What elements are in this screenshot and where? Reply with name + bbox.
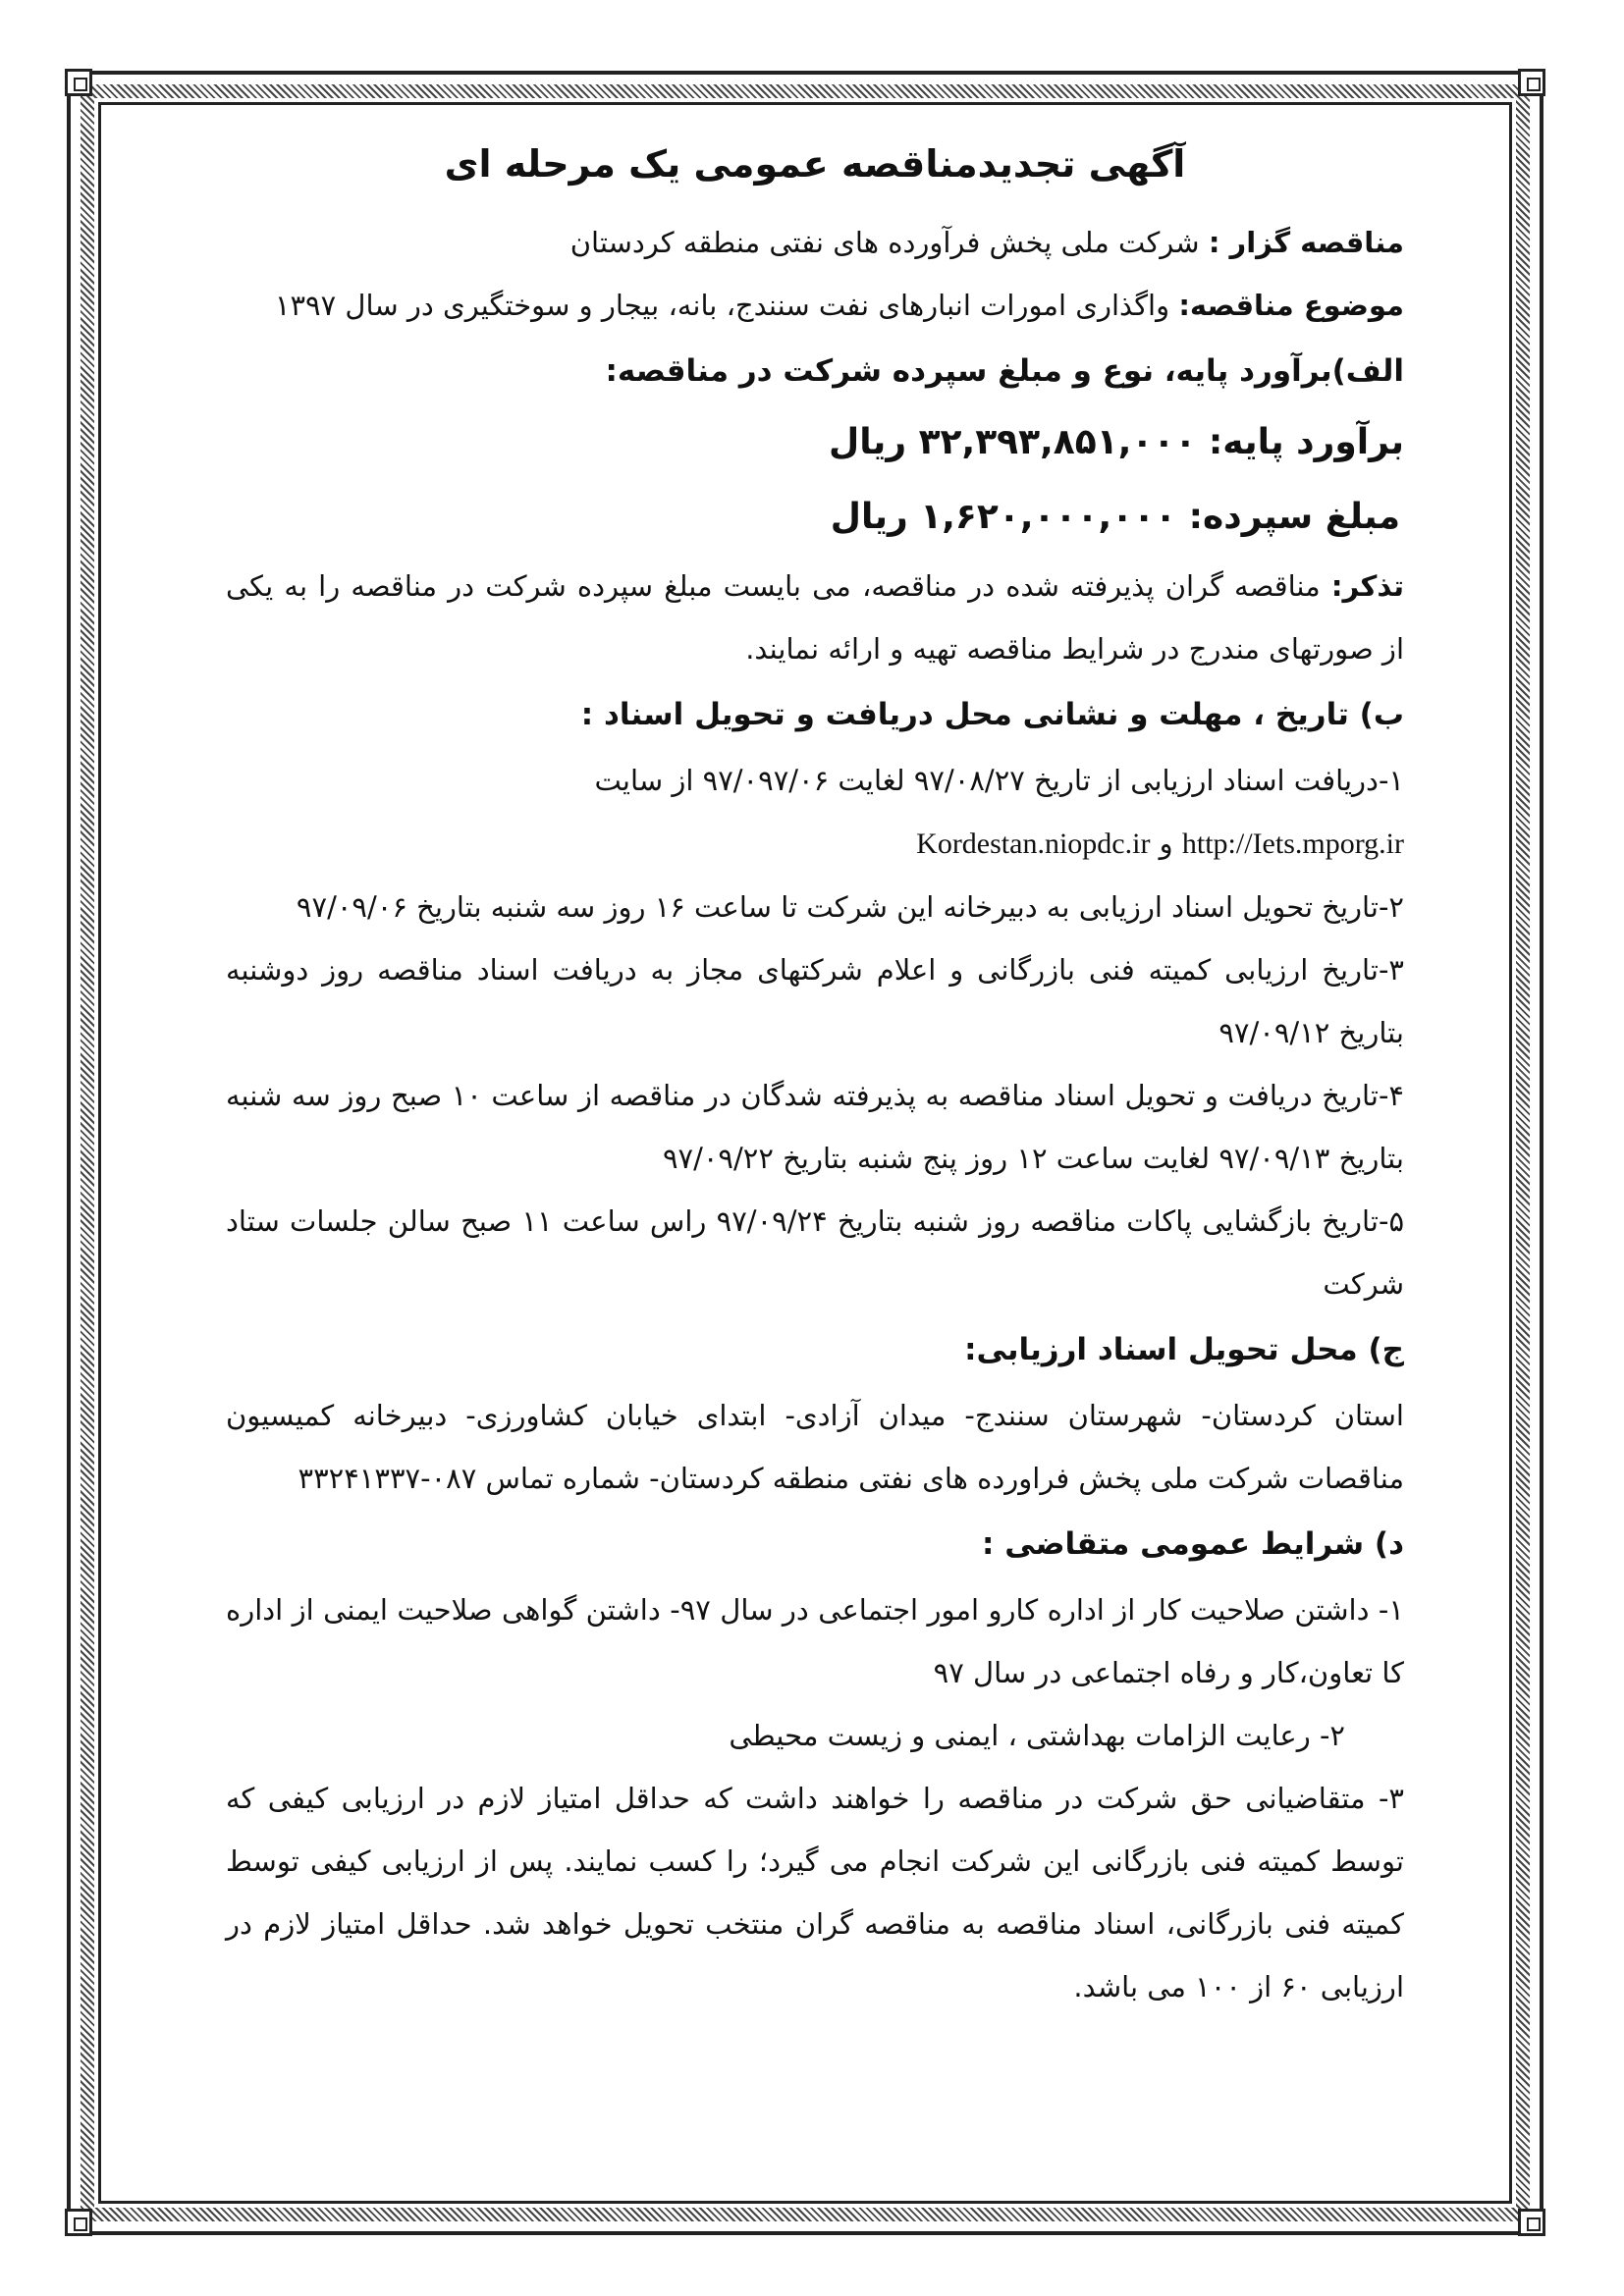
border-corner-ornament — [65, 2209, 92, 2236]
tenderer-label: مناقصه گزار : — [1208, 226, 1404, 259]
website-link-niopdc[interactable]: Kordestan.niopdc.ir — [916, 828, 1151, 860]
section-b-item-4: ۴-تاریخ دریافت و تحویل اسناد مناقصه به پذیرفته شدگان در مناقصه از ساعت ۱۰ صبح روز سه شنبه بتاریخ ۹۷/۰۹/۱۳ لغایت ساعت ۱۲ روز پنج شنبه بتاریخ ۹۷/۰۹/۲۲ — [226, 1079, 1404, 1175]
border-corner-ornament — [1518, 2209, 1545, 2236]
deposit-amount: مبلغ سپرده: ۱,۶۲۰,۰۰۰,۰۰۰ ریال — [830, 497, 1400, 537]
tenderer-value: شرکت ملی پخش فرآورده های نفتی منطقه کردستان — [569, 226, 1209, 259]
subject-label: موضوع مناقصه: — [1178, 289, 1404, 322]
item-1-text: ۱-دریافت اسناد ارزیابی از تاریخ ۹۷/۰۸/۲۷ لغایت ۹۷/۰۹۷/۰۶ از سایت — [594, 764, 1404, 797]
and-connector: و — [1150, 827, 1182, 860]
section-b-item-1 — [226, 749, 1404, 876]
note-label: تذکر: — [1330, 569, 1404, 603]
section-d-item-1: ۱- داشتن صلاحیت کار از اداره کارو امور اجتماعی در سال ۹۷- داشتن گواهی صلاحیت ایمنی از اداره کا تعاون،کار و رفاه اجتماعی در سال ۹۷ — [226, 1593, 1404, 1689]
section-d-item-2: ۲- رعایت الزامات بهداشتی ، ایمنی و زیست محیطی — [729, 1719, 1345, 1752]
website-link-iets[interactable]: http://Iets.mporg.ir — [1181, 828, 1404, 860]
border-corner-ornament — [1518, 69, 1545, 96]
subject-line — [226, 274, 1404, 337]
page-title: آگهی تجدیدمناقصه عمومی یک مرحله ای — [444, 142, 1186, 186]
tenderer-line — [226, 211, 1404, 274]
note-text: مناقصه گران پذیرفته شده در مناقصه، می بایست مبلغ سپرده شرکت در مناقصه را به یکی از صورتهای مندرج در شرایط مناقصه تهیه و ارائه نمایند. — [226, 569, 1404, 666]
delivery-address: استان کردستان- شهرستان سنندج- میدان آزادی- ابتدای خیابان کشاورزی- دبیرخانه کمیسیون مناقصات شرکت ملی پخش فراورده های نفتی منطقه کردستان- شماره تماس ۰۸۷-۳۳۲۴۱۳۳۷ — [226, 1399, 1404, 1495]
announcement-body — [226, 142, 1404, 2018]
section-d-item-3: ۳- متقاضیانی حق شرکت در مناقصه را خواهند داشت که حداقل امتیاز لازم در ارزیابی کیفی که توسط کمیته فنی بازرگانی این شرکت انجام می گیرد؛ را کسب نمایند. پس از ارزیابی کیفی توسط کمیته فنی بازرگانی، اسناد مناقصه به مناقصه گران منتخب تحویل خواهد شد. حداقل امتیاز لازم در ارزیابی ۶۰ از ۱۰۰ می باشد. — [226, 1782, 1404, 2003]
section-b-item-3: ۳-تاریخ ارزیابی کمیته فنی بازرگانی و اعلام شرکتهای مجاز به دریافت اسناد مناقصه روز دوشنبه بتاریخ ۹۷/۰۹/۱۲ — [226, 953, 1404, 1049]
note-line — [226, 555, 1404, 680]
section-b-heading: ب) تاریخ ، مهلت و نشانی محل دریافت و تحویل اسناد : — [580, 697, 1404, 732]
base-estimate: برآورد پایه: ۳۲,۳۹۳,۸۵۱,۰۰۰ ریال — [829, 422, 1404, 462]
section-b-item-5: ۵-تاریخ بازگشایی پاکات مناقصه روز شنبه بتاریخ ۹۷/۰۹/۲۴ راس ساعت ۱۱ صبح سالن جلسات ستاد شرکت — [226, 1204, 1405, 1301]
section-c-heading: ج) محل تحویل اسناد ارزیابی: — [964, 1332, 1404, 1367]
section-b-item-2: ۲-تاریخ تحویل اسناد ارزیابی به دبیرخانه این شرکت تا ساعت ۱۶ روز سه شنبه بتاریخ ۹۷/۰۹/۰۶ — [296, 890, 1404, 924]
section-d-heading: د) شرایط عمومی متقاضی : — [982, 1526, 1404, 1562]
border-corner-ornament — [65, 69, 92, 96]
subject-value: واگذاری امورات انبارهای نفت سنندج، بانه، بیجار و سوختگیری در سال ۱۳۹۷ — [274, 289, 1179, 322]
section-a-heading: الف)برآورد پایه، نوع و مبلغ سپرده شرکت در مناقصه: — [605, 353, 1404, 389]
